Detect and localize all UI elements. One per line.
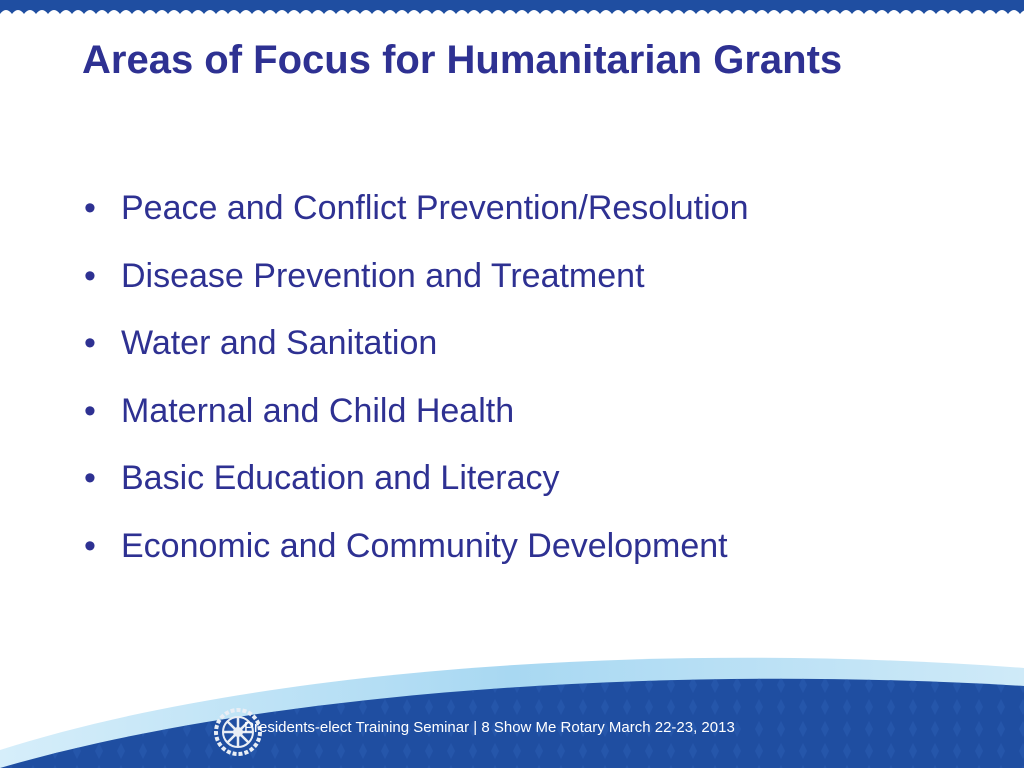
bullet-text: Economic and Community Development [121, 526, 728, 565]
bullet-text: Peace and Conflict Prevention/Resolution [121, 189, 749, 227]
bottom-wave-band [0, 630, 1024, 768]
bullet-item [84, 454, 749, 522]
bullet-dot: • [84, 256, 96, 295]
slide-title: Areas of Focus for Humanitarian Grants [82, 38, 843, 82]
bullet-text: Water and Sanitation [121, 324, 438, 362]
bullet-text: Maternal and Child Health [121, 391, 515, 430]
bullet-item [84, 319, 749, 387]
footer-caption: Presidents-elect Training Seminar | 8 Show Me Rotary March 22-23, 2013 [244, 719, 735, 736]
bullet-dot: • [84, 189, 96, 227]
bullet-text: Basic Education and Literacy [121, 459, 560, 497]
bullet-dot: • [84, 324, 96, 362]
bullet-item [84, 252, 749, 320]
top-decorative-band [0, 0, 1024, 22]
bullet-dot: • [84, 526, 96, 565]
bullet-item [84, 184, 749, 252]
bullet-dot: • [84, 459, 96, 497]
bullet-list [84, 184, 749, 589]
bullet-item [84, 522, 749, 590]
bullet-dot: • [84, 391, 96, 430]
bullet-text: Disease Prevention and Treatment [121, 256, 645, 295]
bullet-item [84, 387, 749, 455]
